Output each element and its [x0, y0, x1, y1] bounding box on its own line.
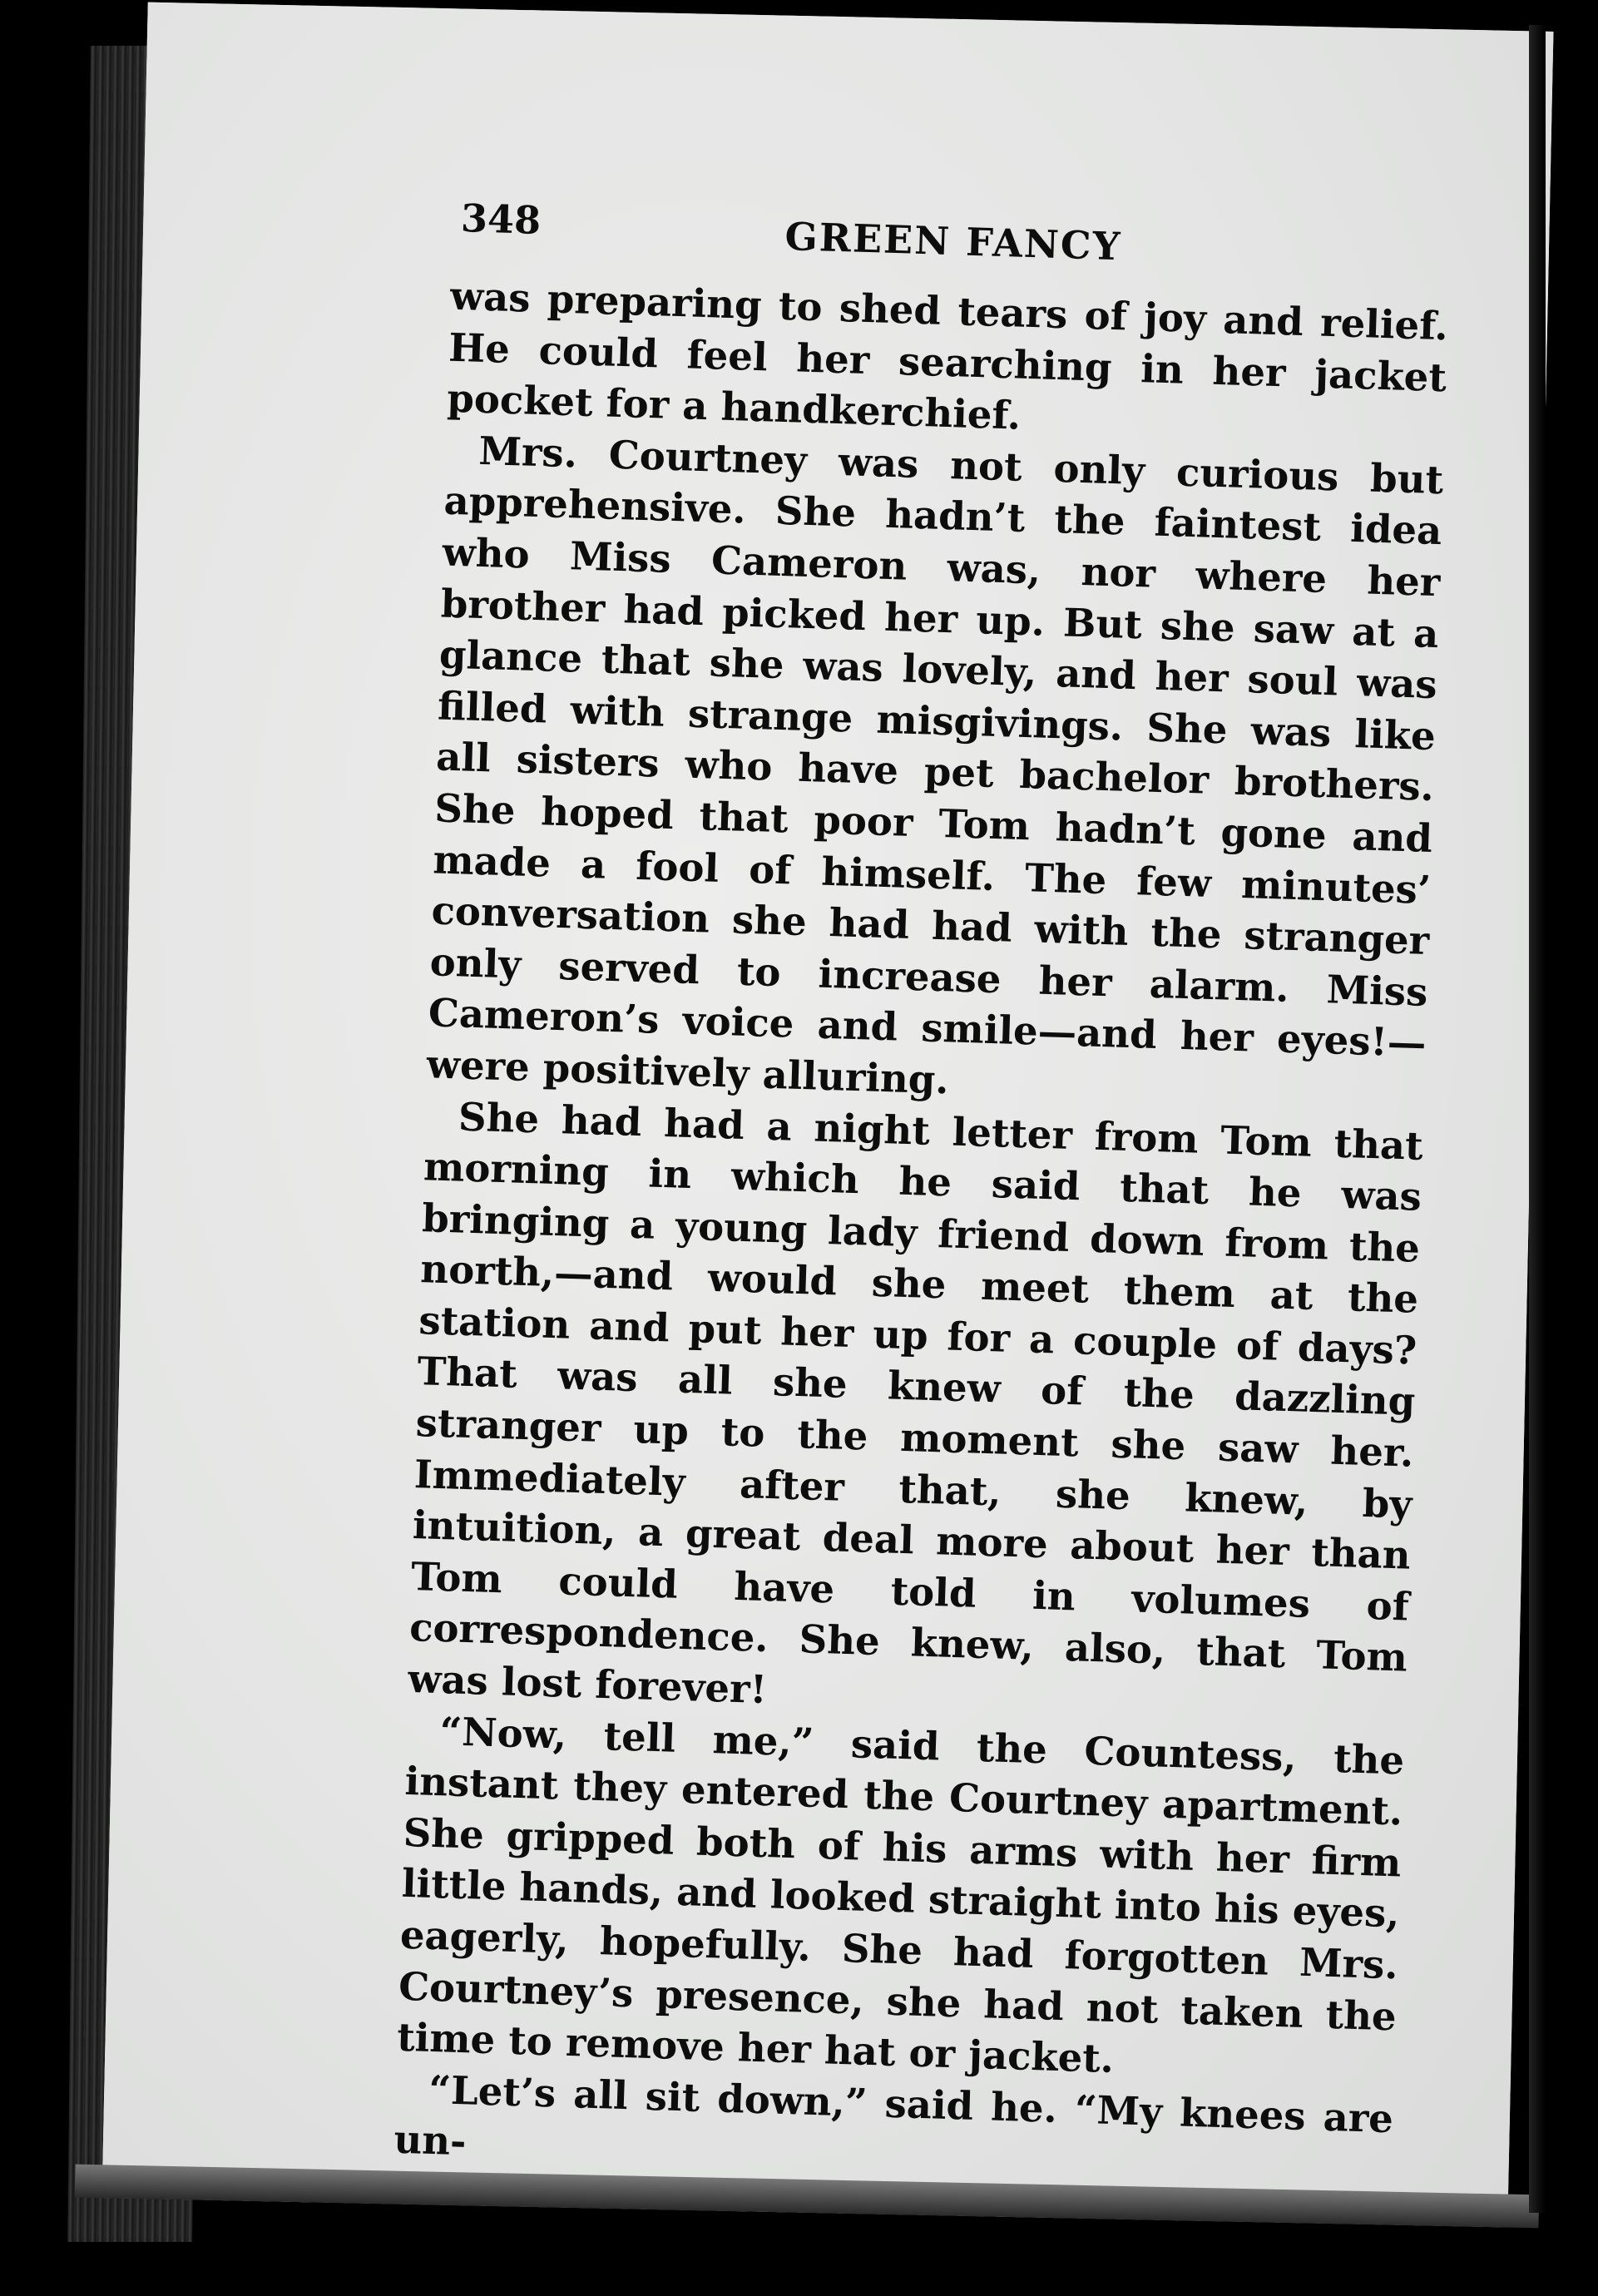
paragraph: Mrs. Courtney was not only curious but apprehensive. She hadn’t the faintest idea who Miss Cameron was, nor where her brother had picked her up. But she saw at a glance that she was lovely, and her soul was filled with strange misgivings. She was like all sisters who have pet bachelor brothers. She hoped that poor Tom hadn’t gone and made a fool of himself. The few minutes’ conversation she had had with the stranger only served to increase her alarm. Miss Cameron’s voice and smile—and her eyes!—were positively alluring. — [426, 427, 1444, 1103]
page-number: 348 — [460, 195, 542, 243]
paragraph: She had had a night letter from Tom that morning in which he said that he was bringing a young lady friend down from the north,—and would she meet them at the station and put her up for a couple of days? That was all she knew of the dazzling stranger up to the moment she saw her. Immediately after that, she knew, by intuition, a great deal more about her than Tom could have told in volumes of correspondence. She knew, also, that Tom was lost forever! — [407, 1092, 1424, 1713]
paragraph: “Now, tell me,” said the Countess, the instant they entered the Courtney apartment. She gripped both of his arms with her firm little hands, and looked straight into his eyes, eagerly, hopefully. She had forgotten Mrs. Courtney’s presence, she had not taken the time to remove her hat or jacket. — [396, 1707, 1405, 2082]
book-title: GREEN FANCY — [784, 213, 1123, 270]
page-content — [319, 193, 1460, 2196]
body-text — [319, 268, 1449, 2195]
paragraph: “Let’s all sit down,” said he. “My knees are un- — [393, 2066, 1394, 2165]
page-right-edge — [1529, 25, 1546, 2213]
paragraph: was preparing to shed tears of joy and relief. He could feel her searching in her jacket pocket for a handkerchief. — [446, 272, 1449, 438]
